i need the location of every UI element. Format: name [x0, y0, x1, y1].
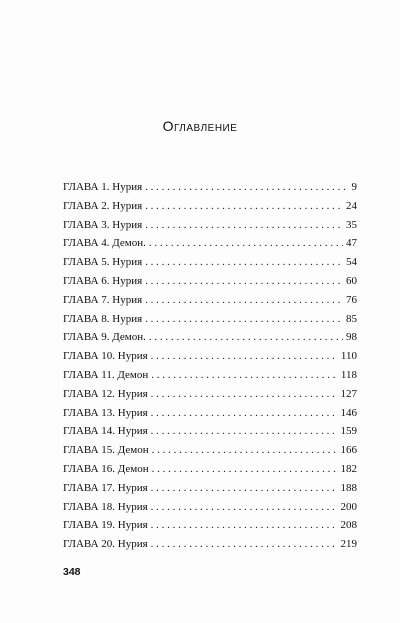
- toc-entry-page: 208: [340, 519, 357, 532]
- toc-entry-page: 159: [340, 425, 357, 438]
- toc-entry-label: ГЛАВА 20. Нурия: [63, 538, 148, 551]
- toc-entry[interactable]: [63, 347, 357, 366]
- toc-entry[interactable]: [63, 441, 357, 460]
- dot-leader: [151, 347, 338, 366]
- toc-entry-page: 9: [351, 181, 357, 193]
- dot-leader: [151, 366, 338, 385]
- toc-entry[interactable]: [63, 234, 357, 253]
- dot-leader: [151, 385, 338, 404]
- toc-entry[interactable]: [63, 535, 357, 554]
- dot-leader: [145, 291, 343, 310]
- toc-entry[interactable]: [63, 253, 357, 272]
- toc-entry-page: 219: [340, 538, 357, 551]
- dot-leader: [152, 460, 338, 479]
- toc-entry[interactable]: [63, 291, 357, 310]
- toc-entry-page: 60: [346, 274, 357, 287]
- toc-entry-label: ГЛАВА 1. Нурия: [63, 181, 143, 193]
- page-title: Оглавление: [162, 118, 238, 134]
- dot-leader: [151, 404, 338, 423]
- toc-entry-label: ГЛАВА 10. Нурия: [63, 350, 148, 363]
- dot-leader: [145, 178, 348, 197]
- toc-entry-page: 35: [346, 218, 357, 231]
- toc-entry-label: ГЛАВА 17. Нурия: [63, 481, 148, 494]
- dot-leader: [151, 516, 338, 535]
- toc-entry-label: ГЛАВА 3. Нурия: [63, 218, 143, 231]
- toc-entry-label: ГЛАВА 9. Демон.: [63, 331, 146, 344]
- toc-entry-page: 98: [346, 331, 357, 344]
- toc-entry-label: ГЛАВА 11. Демон: [63, 368, 149, 381]
- toc-entry-label: ГЛАВА 18. Нурия: [63, 500, 148, 513]
- toc-entry-page: 54: [346, 256, 357, 269]
- dot-leader: [145, 310, 343, 329]
- toc-entry-page: 118: [340, 368, 357, 381]
- dot-leader: [152, 441, 338, 460]
- toc-entry-label: ГЛАВА 13. Нурия: [63, 406, 148, 419]
- toc-entry-page: 85: [346, 312, 357, 325]
- dot-leader: [145, 197, 343, 216]
- toc-entry-label: ГЛАВА 19. Нурия: [63, 519, 148, 532]
- dot-leader: [151, 498, 338, 517]
- toc-entry[interactable]: [63, 216, 357, 235]
- toc-entry-label: ГЛАВА 12. Нурия: [63, 387, 148, 400]
- toc-entry[interactable]: [63, 404, 357, 423]
- toc-entry-page: 146: [340, 406, 357, 419]
- dot-leader: [145, 216, 343, 235]
- toc-entry-page: 47: [346, 237, 357, 250]
- toc-entry[interactable]: [63, 272, 357, 291]
- toc-entry[interactable]: [63, 498, 357, 517]
- toc-entry-page: 200: [340, 500, 357, 513]
- table-of-contents: [63, 178, 357, 554]
- toc-entry-label: ГЛАВА 15. Демон: [63, 444, 149, 457]
- toc-entry-page: 110: [340, 350, 357, 363]
- dot-leader: [151, 535, 338, 554]
- toc-entry[interactable]: [63, 366, 357, 385]
- dot-leader: [151, 422, 338, 441]
- dot-leader: [149, 234, 343, 253]
- toc-entry-label: ГЛАВА 14. Нурия: [63, 425, 148, 438]
- toc-entry-page: 182: [340, 462, 357, 475]
- toc-entry[interactable]: [63, 479, 357, 498]
- dot-leader: [151, 479, 338, 498]
- toc-entry-label: ГЛАВА 6. Нурия: [63, 274, 143, 287]
- toc-entry-label: ГЛАВА 7. Нурия: [63, 293, 143, 306]
- toc-entry-page: 76: [346, 293, 357, 306]
- toc-entry[interactable]: [63, 460, 357, 479]
- toc-entry-page: 188: [340, 481, 357, 494]
- page-number: 348: [63, 566, 81, 578]
- dot-leader: [145, 253, 343, 272]
- toc-entry-label: ГЛАВА 2. Нурия: [63, 199, 143, 212]
- toc-entry[interactable]: [63, 516, 357, 535]
- toc-entry-page: 127: [340, 387, 357, 400]
- toc-entry[interactable]: [63, 178, 357, 197]
- toc-entry[interactable]: [63, 422, 357, 441]
- toc-entry[interactable]: [63, 197, 357, 216]
- dot-leader: [149, 328, 343, 347]
- toc-entry-label: ГЛАВА 16. Демон: [63, 462, 149, 475]
- toc-entry-label: ГЛАВА 5. Нурия: [63, 256, 143, 269]
- toc-entry-page: 24: [346, 199, 357, 212]
- toc-entry[interactable]: [63, 328, 357, 347]
- toc-entry[interactable]: [63, 310, 357, 329]
- toc-entry-label: ГЛАВА 4. Демон.: [63, 237, 146, 250]
- dot-leader: [145, 272, 343, 291]
- toc-entry-label: ГЛАВА 8. Нурия: [63, 312, 143, 325]
- toc-entry[interactable]: [63, 385, 357, 404]
- toc-entry-page: 166: [340, 444, 357, 457]
